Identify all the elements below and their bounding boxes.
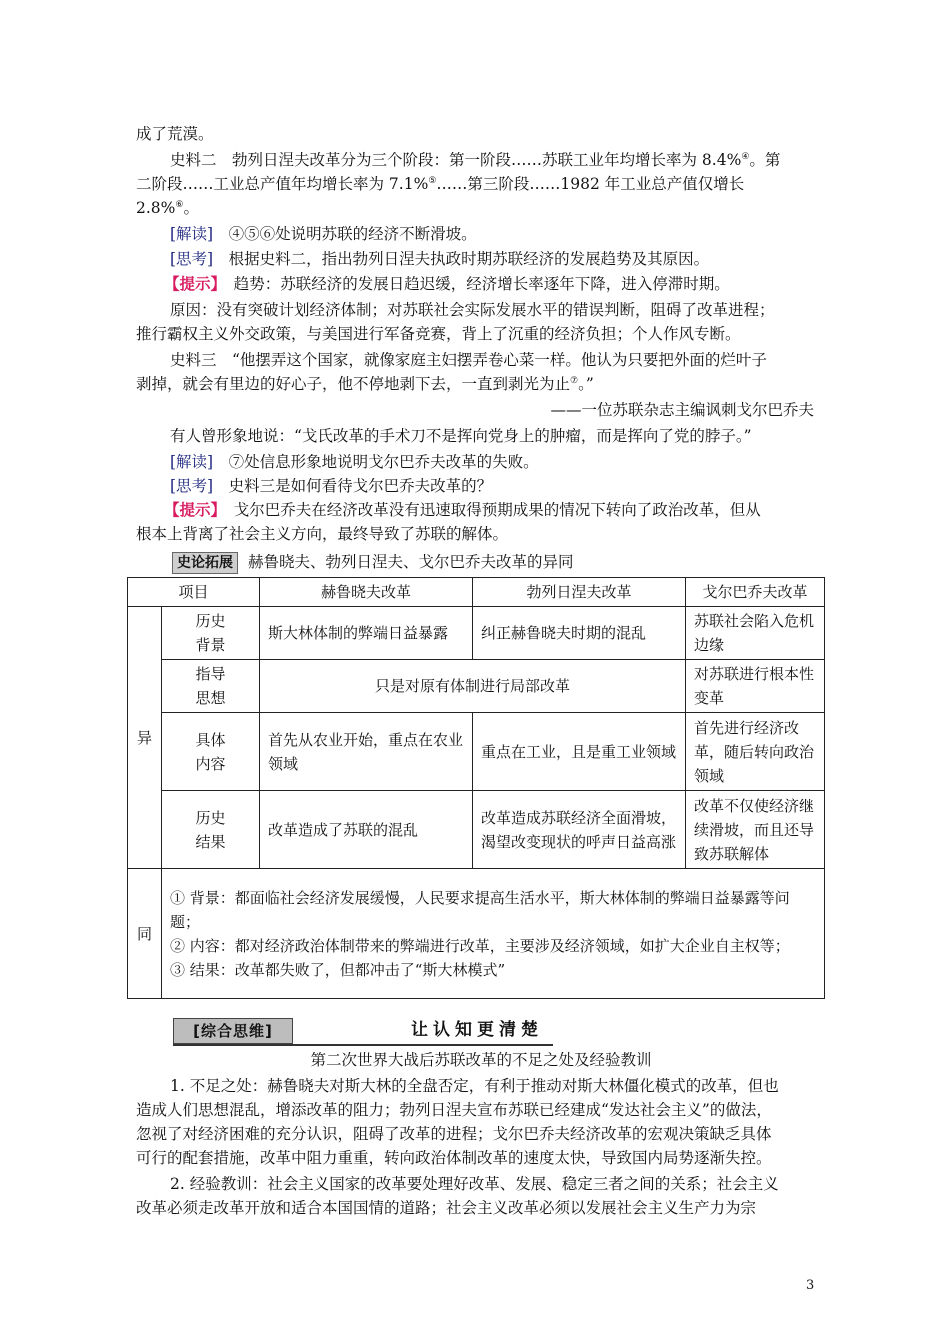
- summary-title: 让认知更清楚: [411, 1020, 543, 1040]
- summary-subtitle: 第二次世界大战后苏联改革的不足之处及经验教训: [310, 1051, 652, 1069]
- hint-line: 【提示】 戈尔巴乔夫在经济改革没有迅速取得预期成果的情况下转向了政治改革，但从: [164, 500, 761, 519]
- page-number: 3: [806, 1278, 815, 1293]
- table-cell: 首先从农业开始，重点在农业领域: [260, 713, 473, 791]
- table-cell: 苏联社会陷入危机边缘: [686, 607, 825, 660]
- text-line: 根本上背离了社会主义方向，最终导致了苏联的解体。: [136, 525, 509, 543]
- text-line: 原因：没有突破计划经济体制；对苏联社会实际发展水平的错误判断，阻碍了改革进程；: [170, 301, 775, 319]
- diff-label: 异: [128, 607, 162, 869]
- table-row-same: [128, 869, 825, 999]
- table-cell: 首先进行经济改革，随后转向政治领域: [686, 713, 825, 791]
- text-line: 造成人们思想混乱，增添改革的阻力；勃列日涅夫宣布苏联已经建成“发达社会主义”的做法，: [136, 1101, 772, 1119]
- table-header-row: [128, 578, 825, 607]
- table-row: [128, 660, 825, 713]
- table-cell: 斯大林体制的弊端日益暴露: [260, 607, 473, 660]
- text-line: 忽视了对经济困难的充分认识，阻碍了改革的进程；戈尔巴乔夫经济改革的宏观决策缺乏具体: [136, 1125, 772, 1143]
- table-cell: 改革造成了苏联的混乱: [260, 791, 473, 869]
- table-cell-merged: 只是对原有体制进行局部改革: [260, 660, 686, 713]
- text-line: 2.8%⑥。: [136, 199, 199, 217]
- row-item: 具体 内容: [162, 713, 260, 791]
- interpretation-line: [解读] ⑦处信息形象地说明戈尔巴乔夫改革的失败。: [170, 453, 539, 471]
- text-line: 成了荒漠。: [136, 125, 214, 143]
- table-cell: 重点在工业，且是重工业领域: [473, 713, 686, 791]
- summary-heading: [173, 1018, 553, 1046]
- table-header: 赫鲁晓夫改革: [260, 578, 473, 607]
- table-row: [128, 713, 825, 791]
- row-item: 指导 思想: [162, 660, 260, 713]
- text-line: 有人曾形象地说：“戈氏改革的手术刀不是挥向党身上的肿瘤，而是挥向了党的脖子。”: [170, 427, 752, 445]
- table-cell: 改革不仅使经济继续滑坡，而且还导致苏联解体: [686, 791, 825, 869]
- question-tag: [思考]: [170, 477, 214, 495]
- text-line: 可行的配套措施，改革中阻力重重，转向政治体制改革的速度太快，导致国内局势逐渐失控。: [136, 1149, 772, 1167]
- same-cell: [162, 869, 825, 999]
- table-header: 勃列日涅夫改革: [473, 578, 686, 607]
- hint-tag: 【提示】: [164, 500, 219, 519]
- hint-tag: 【提示】: [164, 274, 219, 293]
- row-item: 历史 背景: [162, 607, 260, 660]
- table-header: 项目: [128, 578, 260, 607]
- interpretation-tag: [解读]: [170, 225, 214, 243]
- same-label: 同: [128, 869, 162, 999]
- table-header: 戈尔巴乔夫改革: [686, 578, 825, 607]
- text-line: 1. 不足之处：赫鲁晓夫对斯大林的全盘否定，有利于推动对斯大林僵化模式的改革，但也: [170, 1077, 779, 1095]
- same-item: ① 背景：都面临社会经济发展缓慢，人民要求提高生活水平，斯大林体制的弊端日益暴露等问题；: [170, 888, 790, 931]
- attribution-line: ——一位苏联杂志主编讽刺戈尔巴乔夫: [550, 401, 814, 419]
- row-item: 历史 结果: [162, 791, 260, 869]
- hint-line: 【提示】 趋势：苏联经济的发展日趋迟缓，经济增长率逐年下降，进入停滞时期。: [164, 274, 730, 293]
- extension-title: 赫鲁晓夫、勃列日涅夫、戈尔巴乔夫改革的异同: [248, 553, 574, 571]
- text-line: 剥掉，就会有里边的好心子，他不停地剥下去，一直到剥光为止⑦。”: [136, 375, 594, 393]
- text-line: 二阶段……工业总产值年均增长率为 7.1%⑤……第三阶段……1982 年工业总产值仅增长: [136, 175, 745, 193]
- same-item: ③ 结果：改革都失败了，但都冲击了“斯大林模式”: [170, 960, 506, 979]
- table-cell: 纠正赫鲁晓夫时期的混乱: [473, 607, 686, 660]
- text-line: 推行霸权主义外交政策，与美国进行军备竞赛，背上了沉重的经济负担；个人作风专断。: [136, 325, 741, 343]
- extension-tag: 史论拓展: [172, 552, 238, 574]
- table-cell: 改革造成苏联经济全面滑坡，渴望改变现状的呼声日益高涨: [473, 791, 686, 869]
- comparison-table: [127, 577, 825, 999]
- same-item: ② 内容：都对经济政治体制带来的弊端进行改革，主要涉及经济领域，如扩大企业自主权等；: [170, 936, 790, 955]
- question-tag: [思考]: [170, 250, 214, 268]
- source-two-line: 史料二 勃列日涅夫改革分为三个阶段：第一阶段……苏联工业年均增长率为 8.4%④。第: [170, 151, 781, 169]
- interpretation-line: [解读] ④⑤⑥处说明苏联的经济不断滑坡。: [170, 225, 477, 243]
- summary-tag: [综合思维]: [173, 1018, 293, 1044]
- interpretation-tag: [解读]: [170, 453, 214, 471]
- extension-heading: [172, 550, 862, 574]
- table-row: [128, 607, 825, 660]
- text-line: 2. 经验教训：社会主义国家的改革要处理好改革、发展、稳定三者之间的关系；社会主义: [170, 1175, 779, 1193]
- question-line: [思考] 根据史料二，指出勃列日涅夫执政时期苏联经济的发展趋势及其原因。: [170, 250, 710, 268]
- table-cell: 对苏联进行根本性变革: [686, 660, 825, 713]
- text-line: 改革必须走改革开放和适合本国国情的道路；社会主义改革必须以发展社会主义生产力为宗: [136, 1199, 757, 1217]
- source-three-line: 史料三 “他摆弄这个国家，就像家庭主妇摆弄卷心菜一样。他认为只要把外面的烂叶子: [170, 351, 767, 369]
- question-line: [思考] 史料三是如何看待戈尔巴乔夫改革的？: [170, 477, 493, 495]
- table-row: [128, 791, 825, 869]
